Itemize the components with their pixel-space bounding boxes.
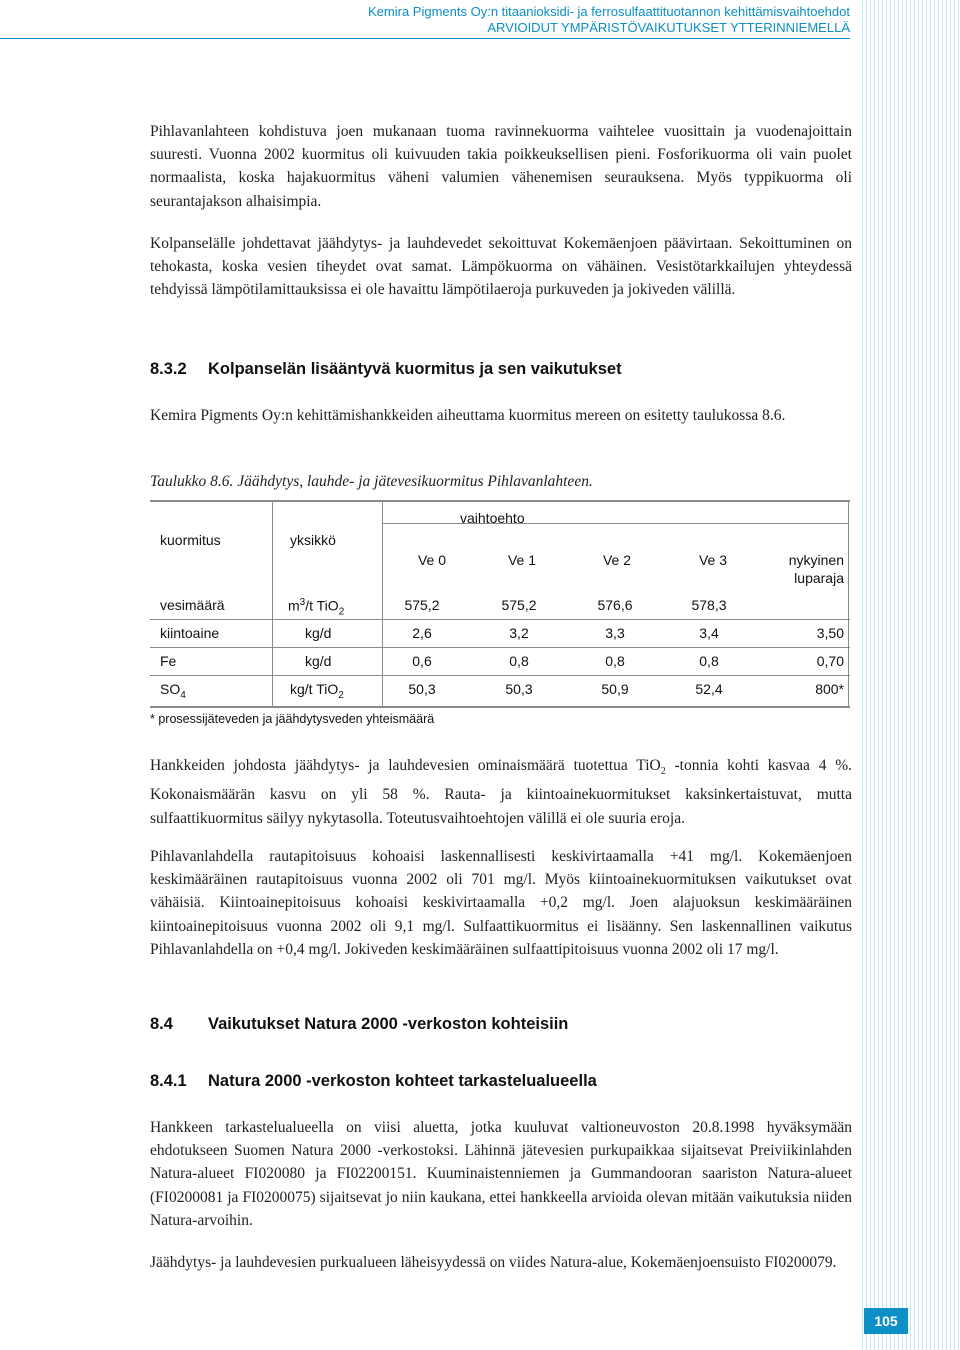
paragraph-6: Hankkeen tarkastelualueella on viisi aluetta, jotka kuuluvat valtioneuvoston 20.8.1998 hyväksymään ehdotukseen Suomen Natura 2000 -verkostoksi. Lähinnä jätevesien purkupaikkaa sijaitsevat Preiviikinlahden Natura-alueet FI020080 ja FI02200151. Kuuminaistenniemen ja Gummandooran saariston Natura-alueet (FI0200081 ja FI0200075) sijaitsevat jo niin kaukana, ettei hankkeella arvioida olevan mitään vaikutuksia niiden Natura-arvoihin. xyxy=(150,1119,852,1229)
cell-ve3: 52,4 xyxy=(695,681,723,697)
cell-ve3: 0,8 xyxy=(699,653,719,669)
column-header-ve1: Ve 1 xyxy=(507,552,537,568)
heading-text: Natura 2000 -verkoston kohteet tarkastelualueella xyxy=(208,1072,597,1090)
table-vline xyxy=(272,500,273,708)
column-header-kuormitus: kuormitus xyxy=(160,532,221,548)
heading-text: Vaikutukset Natura 2000 -verkoston kohteisiin xyxy=(208,1015,569,1033)
group-header: vaihtoehto xyxy=(460,510,525,526)
table-rule xyxy=(150,647,850,648)
section-heading-8-4-1 xyxy=(150,1072,597,1091)
paragraph-3: Kemira Pigments Oy:n kehittämishankkeiden aiheuttama kuormitus mereen on esitetty taulukossa 8.6. xyxy=(150,407,786,424)
page-number: 105 xyxy=(864,1308,908,1334)
cell-ve3: 3,4 xyxy=(699,625,719,641)
heading-number: 8.3.2 xyxy=(150,360,187,378)
cell-ve0: 575,2 xyxy=(404,597,440,613)
cell-ve1: 0,8 xyxy=(509,653,529,669)
decorative-stripe-bar xyxy=(862,0,960,1350)
column-header-ve2: Ve 2 xyxy=(602,552,632,568)
row-label-kiintoaine: kiintoaine xyxy=(160,625,220,641)
cell-ve0: 2,6 xyxy=(412,625,432,641)
row-label-so4: $SO_4$ xyxy=(160,681,186,701)
cell-ve1: 575,2 xyxy=(501,597,537,613)
unit-cell: kg/t TiO$_2$ xyxy=(290,681,344,701)
paragraph-1: Pihlavanlahteen kohdistuva joen mukanaan tuoma ravinnekuorma vaihtelee vuosittain ja vuodenajoittain suuresti. Vuonna 2002 kuormitus oli kuivuuden takia poikkeuksellisen pieni. Fosforikuorma oli vain puolet normaalista, koska hajakuormitus väheni valumien vähenemisen seurauksena. Myös typpikuorma oli seurantajakson alhaisimpia. xyxy=(150,123,852,210)
section-heading-8-3-2 xyxy=(150,360,622,379)
row-label-fe: Fe xyxy=(160,653,177,669)
cell-ve2: 576,6 xyxy=(597,597,633,613)
heading-number: 8.4 xyxy=(150,1015,173,1033)
column-header-luparaja: luparaja xyxy=(794,570,844,586)
table-rule xyxy=(150,619,850,620)
cell-limit: 800* xyxy=(815,681,844,697)
row-label-vesimaara: vesimäärä xyxy=(160,597,225,613)
table-rule-top xyxy=(150,500,850,502)
header-rule xyxy=(0,38,850,39)
paragraph-5: Pihlavanlahdella rautapitoisuus kohoaisi laskennallisesti keskivirtaamalla +41 mg/l. Kokemäenjoen keskimääräinen rautapitoisuus vuonna 2002 oli 701 mg/l. Myös kiintoainekuormituksen vaikutukset ovat vähäisiä. Kiintoainepitoisuus kohoaisi keskivirtaamalla +0,2 mg/l. Joen alajuoksun keskimääräinen kiintoainepitoisuus vuonna 2002 oli 9,1 mg/l. Sulfaattikuormitus ei lisäänny. Sen laskennallinen vaikutus Pihlavanlahdella on +0,4 mg/l. Jokiveden keskimääräinen sulfaattipitoisuus vuonna 2002 oli 17 mg/l. xyxy=(150,848,852,958)
table-caption: Taulukko 8.6. Jäähdytys, lauhde- ja jätevesikuormitus Pihlavanlahteen. xyxy=(150,473,593,490)
unit-cell: kg/d xyxy=(305,625,332,641)
column-header-yksikko: yksikkö xyxy=(290,532,336,548)
column-header-nykyinen: nykyinen xyxy=(788,552,844,568)
paragraph-7: Jäähdytys- ja lauhdevesien purkualueen läheisyydessä on viides Natura-alue, Kokemäenjoensuisto FI0200079. xyxy=(150,1254,837,1271)
header-title: Kemira Pigments Oy:n titaanioksidi- ja ferrosulfaattituotannon kehittämisvaihtoehdot xyxy=(368,4,850,19)
table-rule-group xyxy=(382,523,848,524)
table-rule xyxy=(150,675,850,676)
header-subtitle: ARVIOIDUT YMPÄRISTÖVAIKUTUKSET YTTERINNIEMELLÄ xyxy=(487,20,850,35)
cell-ve0: 0,6 xyxy=(412,653,432,669)
cell-ve1: 50,3 xyxy=(505,681,533,697)
running-header xyxy=(368,4,850,36)
load-table xyxy=(150,500,850,708)
cell-ve1: 3,2 xyxy=(509,625,529,641)
table-footnote: * prosessijäteveden ja jäähdytysveden yhteismäärä xyxy=(150,712,435,726)
paragraph-4: Hankkeiden johdosta jäähdytys- ja lauhdevesien ominaismäärä tuotettua TiO$_2$ -tonnia kohti kasvaa 4 %. Kokonaismäärän kasvu on yli 58 %. Rauta- ja kiintoainekuormitukset kaksinkertaistuvat, mutta sulfaattikuormitus säilyy nykytasolla. Toteutusvaihtoehtojen välillä ei ole suuria eroja. xyxy=(150,757,852,827)
heading-number: 8.4.1 xyxy=(150,1072,187,1090)
cell-limit: 0,70 xyxy=(816,653,844,669)
table-rule-bottom xyxy=(150,706,850,708)
unit-cell: kg/d xyxy=(305,653,332,669)
cell-ve0: 50,3 xyxy=(408,681,436,697)
unit-cell: $m^3/t$ TiO$_2$ xyxy=(288,597,345,618)
cell-limit: 3,50 xyxy=(816,625,844,641)
column-header-ve0: Ve 0 xyxy=(417,552,447,568)
table-vline xyxy=(848,500,849,708)
cell-ve2: 0,8 xyxy=(605,653,625,669)
cell-ve2: 3,3 xyxy=(605,625,625,641)
cell-ve3: 578,3 xyxy=(691,597,727,613)
section-heading-8-4 xyxy=(150,1015,568,1034)
column-header-ve3: Ve 3 xyxy=(698,552,728,568)
paragraph-2: Kolpanselälle johdettavat jäähdytys- ja lauhdevedet sekoittuvat Kokemäenjoen päävirtaan. Sekoittuminen on tehokasta, koska vesien tiheydet ovat samat. Lämpökuorma on vähäinen. Vesistötarkkailujen yhteydessä tehdyissä lämpötilamittauksissa ei ole havaittu lämpötilaeroja purkuveden ja jokiveden välillä. xyxy=(150,235,852,299)
cell-ve2: 50,9 xyxy=(601,681,629,697)
heading-text: Kolpanselän lisääntyvä kuormitus ja sen vaikutukset xyxy=(208,360,622,378)
